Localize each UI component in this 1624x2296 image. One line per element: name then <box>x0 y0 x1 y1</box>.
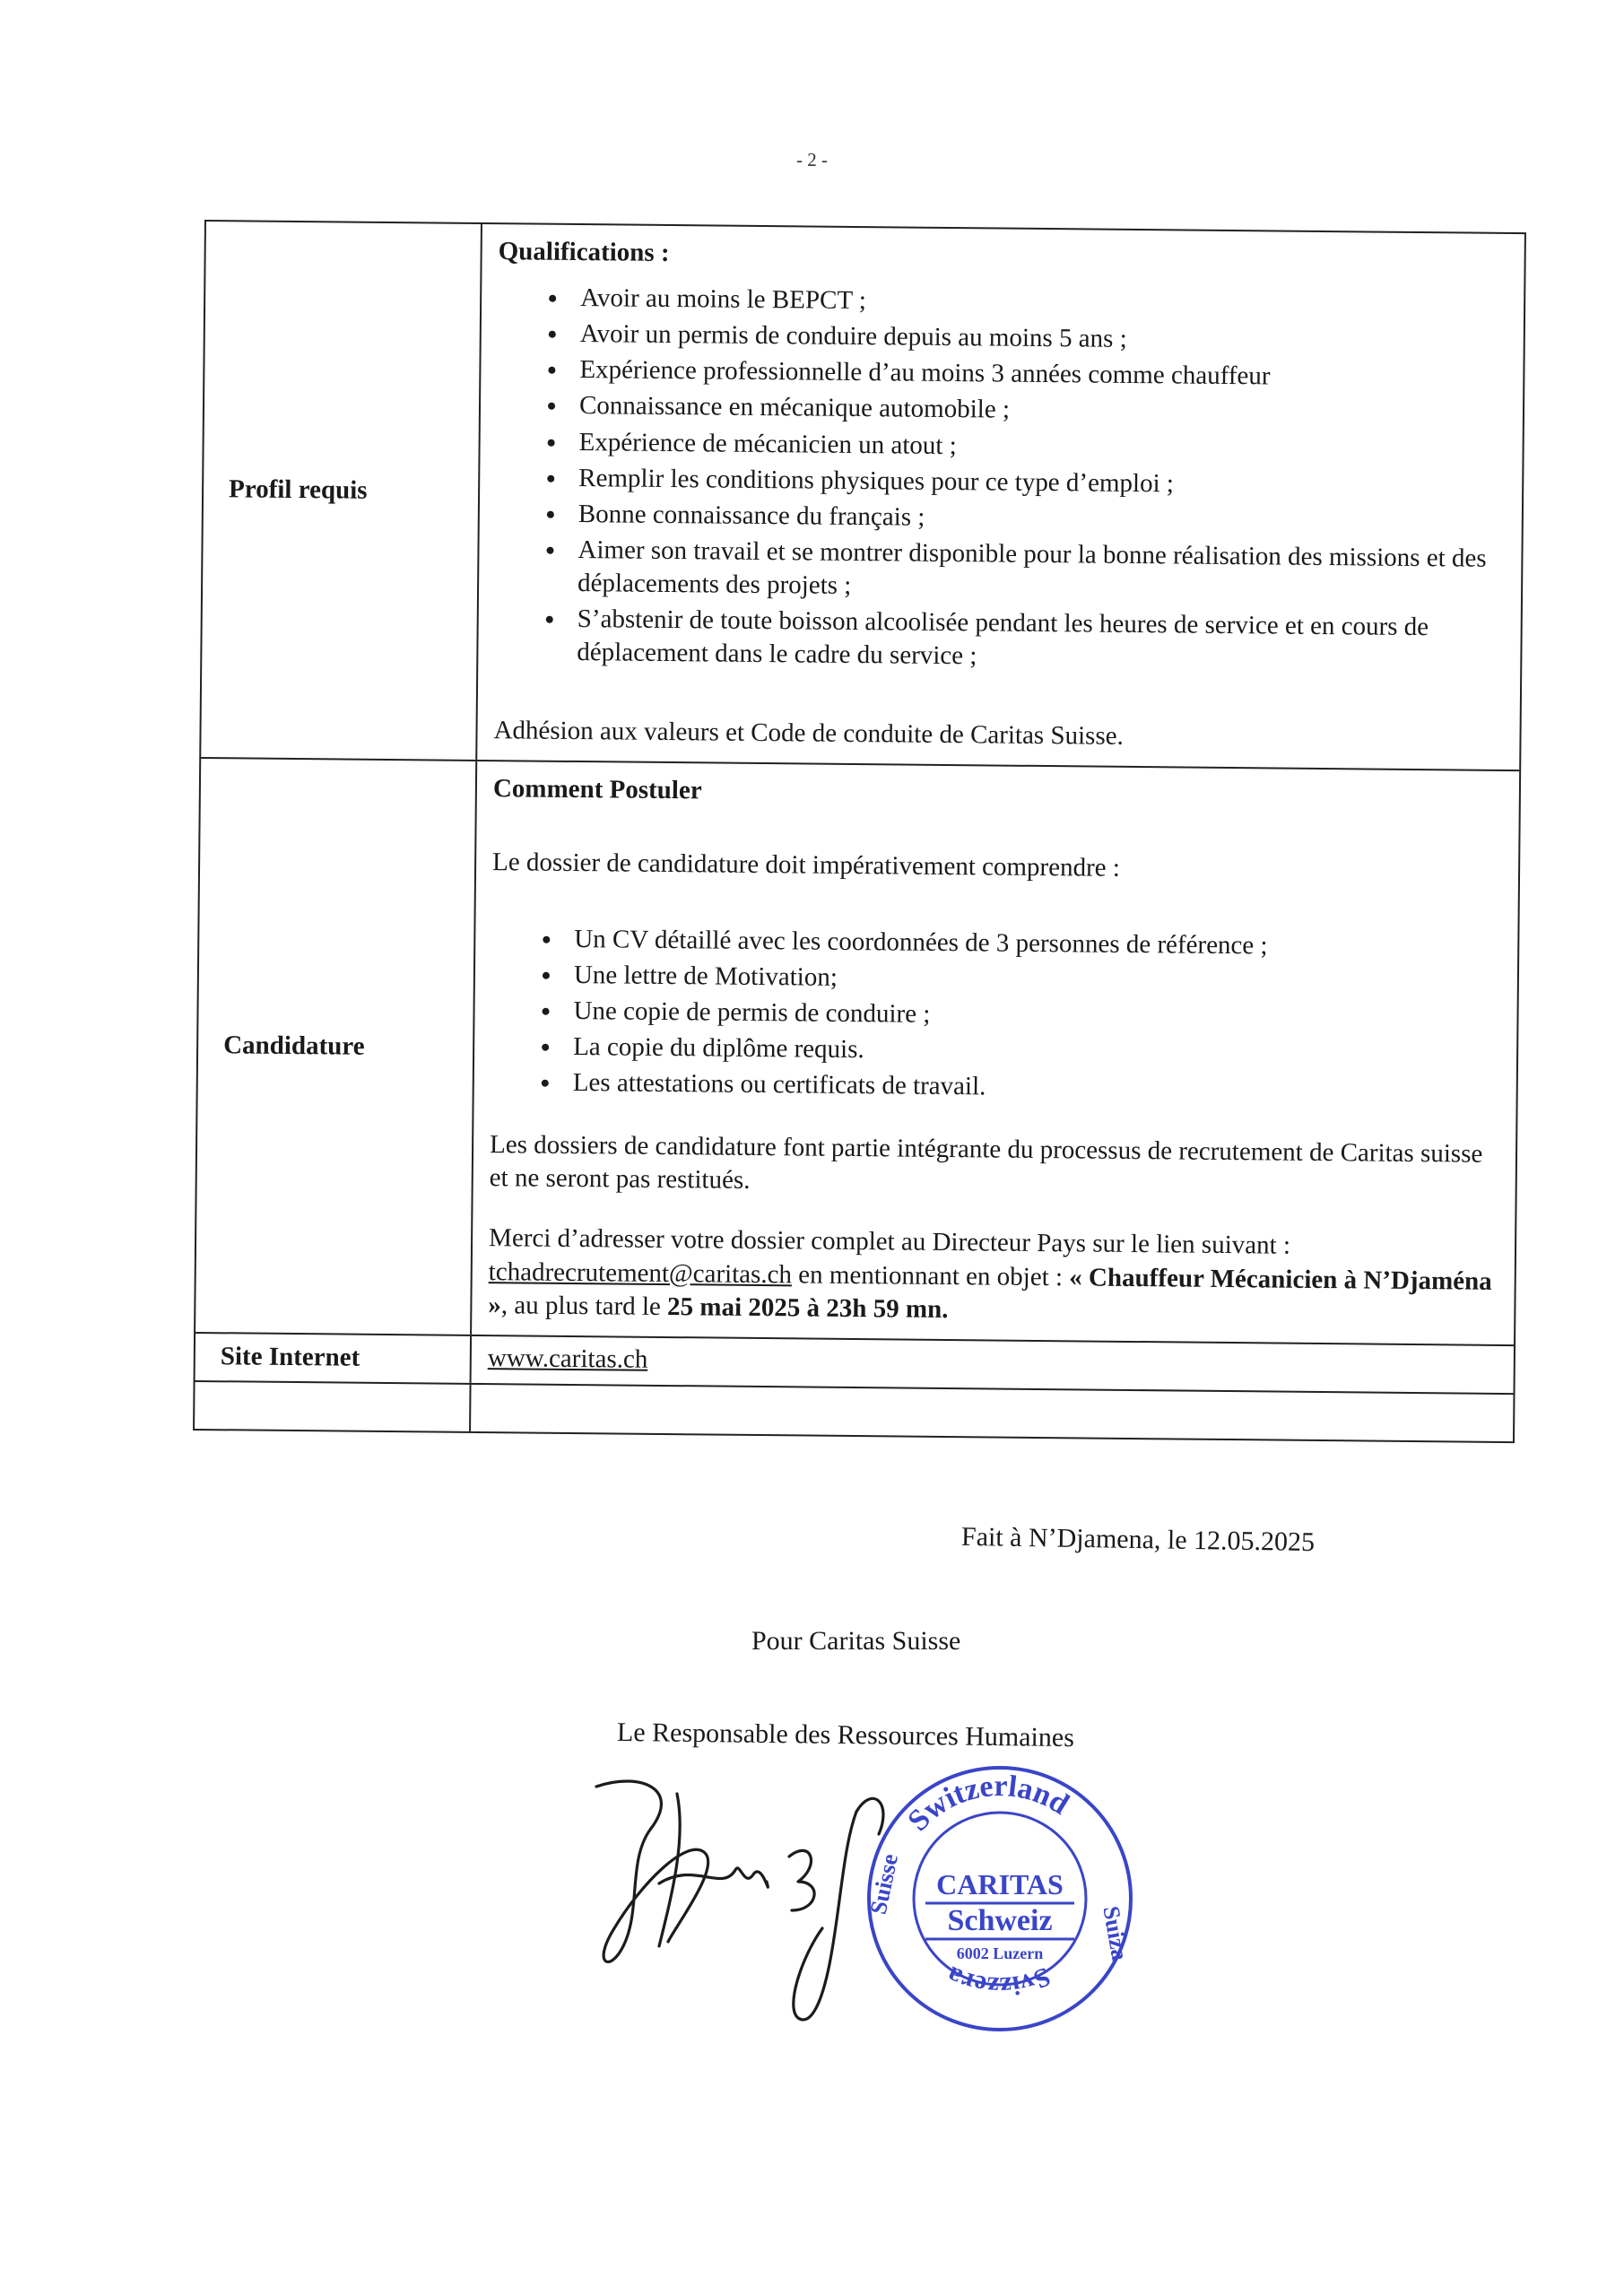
page-number: - 2 - <box>796 149 828 170</box>
documents-list <box>491 922 1502 1109</box>
stamp-right-text: Suiza <box>1098 1904 1133 1962</box>
signatory-title: Le Responsable des Ressources Humaines <box>616 1717 1075 1753</box>
email-subject: « Chauffeur Mécanicien à N’Djaména » <box>488 1262 1492 1319</box>
stamp-city: 6002 Luzern <box>956 1944 1044 1962</box>
job-table <box>193 220 1526 1443</box>
row-label-profil: Profil requis <box>201 222 482 760</box>
list-item: • Expérience de mécanicien un atout ; <box>568 425 1506 467</box>
email-link[interactable]: tchadrecrutement@caritas.ch <box>488 1257 793 1289</box>
qualifications-heading: Qualifications : <box>498 237 670 267</box>
stamp-brand2: Schweiz <box>947 1904 1053 1937</box>
row-candidature <box>195 759 1519 1345</box>
empty-label-cell <box>195 1382 471 1431</box>
org-line: Pour Caritas Suisse <box>751 1626 961 1656</box>
svg-text:Svizzera <box>942 1961 1055 2001</box>
adhesion-text: Adhésion aux valeurs et Code de conduite de Caritas Suisse. <box>493 716 1124 752</box>
list-item: • Connaissance en mécanique automobile ; <box>569 389 1507 431</box>
restitution-note: Les dossiers de candidature font partie intégrante du processus de recrutement de Caritas suisse et ne seront pas restitués. <box>489 1130 1483 1196</box>
qualifications-list <box>494 281 1507 678</box>
empty-content-cell <box>471 1385 1513 1441</box>
stamp-brand: CARITAS <box>936 1868 1064 1900</box>
row-label-candidature: Candidature <box>195 759 477 1334</box>
list-item: • Remplir les conditions physiques pour ce type d’emploi ; <box>568 462 1506 504</box>
list-item: • Une copie de permis de conduire ; <box>562 995 1500 1037</box>
place-date: Fait à N’Djamena, le 12.05.2025 <box>960 1521 1316 1558</box>
send-prefix: Merci d’adresser votre dossier complet au Directeur Pays sur le lien suivant : <box>488 1223 1291 1261</box>
list-item: • Bonne connaissance du français ; <box>568 498 1506 540</box>
website-link[interactable]: www.caritas.ch <box>487 1343 648 1374</box>
row-profil <box>201 222 1524 772</box>
stamp-left-text: Suisse <box>864 1851 904 1917</box>
organization-stamp <box>861 1760 1139 2038</box>
stamp-bottom-text: Svizzera <box>942 1960 1055 2002</box>
comment-postuler-heading: Comment Postuler <box>492 774 702 805</box>
profil-content <box>477 224 1524 770</box>
send-mid: en mentionnant en objet : <box>791 1259 1070 1292</box>
list-item: • Les attestations ou certificats de travail. <box>562 1066 1500 1109</box>
list-item: • Un CV détaillé avec les coordonnées de 3 personnes de référence ; <box>563 923 1501 965</box>
send-instructions <box>488 1222 1498 1332</box>
candidature-content <box>472 761 1519 1344</box>
row-label-site: Site Internet <box>195 1334 472 1383</box>
list-item: • Expérience professionnelle d’au moins 3 années comme chauffeur <box>569 353 1507 396</box>
dossier-intro: Le dossier de candidature doit impérativement comprendre : <box>491 847 1121 883</box>
deadline: 25 mai 2025 à 23h 59 mn. <box>666 1292 949 1324</box>
list-item: • Avoir au moins le BEPCT ; <box>569 282 1507 324</box>
list-item: • Une lettre de Motivation; <box>563 959 1501 1001</box>
list-item: • Aimer son travail et se montrer disponible pour la bonne réalisation des missions et des déplacements des projets ; <box>567 534 1506 609</box>
list-item: • La copie du diplôme requis. <box>562 1031 1500 1073</box>
list-item: • Avoir un permis de conduire depuis au moins 5 ans ; <box>569 317 1507 360</box>
stamp-top-text: Switzerland <box>901 1769 1075 1839</box>
site-content <box>472 1336 1514 1393</box>
send-mid2: , au plus tard le <box>500 1290 668 1321</box>
list-item: • S’abstenir de toute boisson alcoolisée pendant les heures de service et en cours de déplacement dans le cadre du service ; <box>566 603 1505 678</box>
